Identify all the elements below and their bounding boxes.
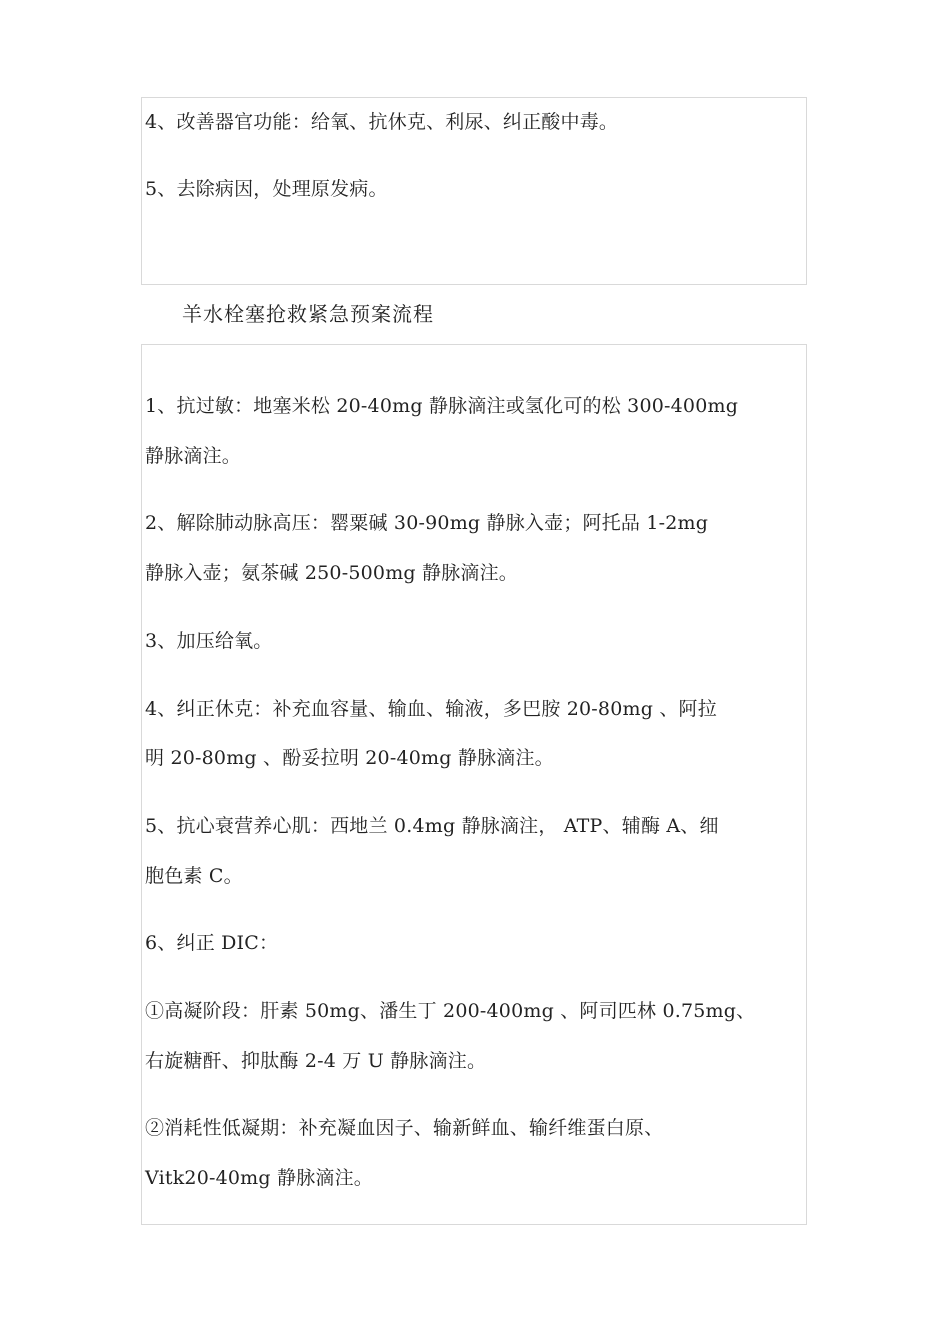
section2-line: ②消耗性低凝期：补充凝血因子、输新鲜血、输纤维蛋白原、 <box>145 1117 664 1139</box>
section2-line: 4、纠正休克：补充血容量、输血、输液，多巴胺 20-80mg 、阿拉 <box>145 698 717 720</box>
section2-line: 2、解除肺动脉高压：罂粟碱 30-90mg 静脉入壶；阿托品 1-2mg <box>145 512 709 534</box>
section2-line: 5、抗心衰营养心肌：西地兰 0.4mg 静脉滴注， ATP、辅酶 A、细 <box>145 815 719 837</box>
section2-line: 静脉滴注。 <box>145 445 242 467</box>
section2-line: 3、加压给氧。 <box>145 630 273 652</box>
section2-line: 6、纠正 DIC： <box>145 932 279 954</box>
section2-line: 1、抗过敏：地塞米松 20-40mg 静脉滴注或氢化可的松 300-400mg <box>145 395 739 417</box>
section2-line: ①高凝阶段：肝素 50mg、潘生丁 200-400mg 、阿司匹林 0.75mg、 <box>145 1000 756 1022</box>
section2-title: 羊水栓塞抢救紧急预案流程 <box>182 302 434 326</box>
section1-item-5: 5、去除病因，处理原发病。 <box>145 178 388 200</box>
section2-line: 静脉入壶；氨茶碱 250-500mg 静脉滴注。 <box>145 562 519 584</box>
section2-line: 胞色素 C。 <box>145 865 243 887</box>
section1-item-4: 4、改善器官功能：给氧、抗休克、利尿、纠正酸中毒。 <box>145 111 619 133</box>
section2-line: Vitk20-40mg 静脉滴注。 <box>145 1167 374 1189</box>
section2-line: 右旋糖酐、抑肽酶 2-4 万 U 静脉滴注。 <box>145 1050 487 1072</box>
section2-line: 明 20-80mg 、酚妥拉明 20-40mg 静脉滴注。 <box>145 747 554 769</box>
section2-frame <box>141 344 807 1225</box>
